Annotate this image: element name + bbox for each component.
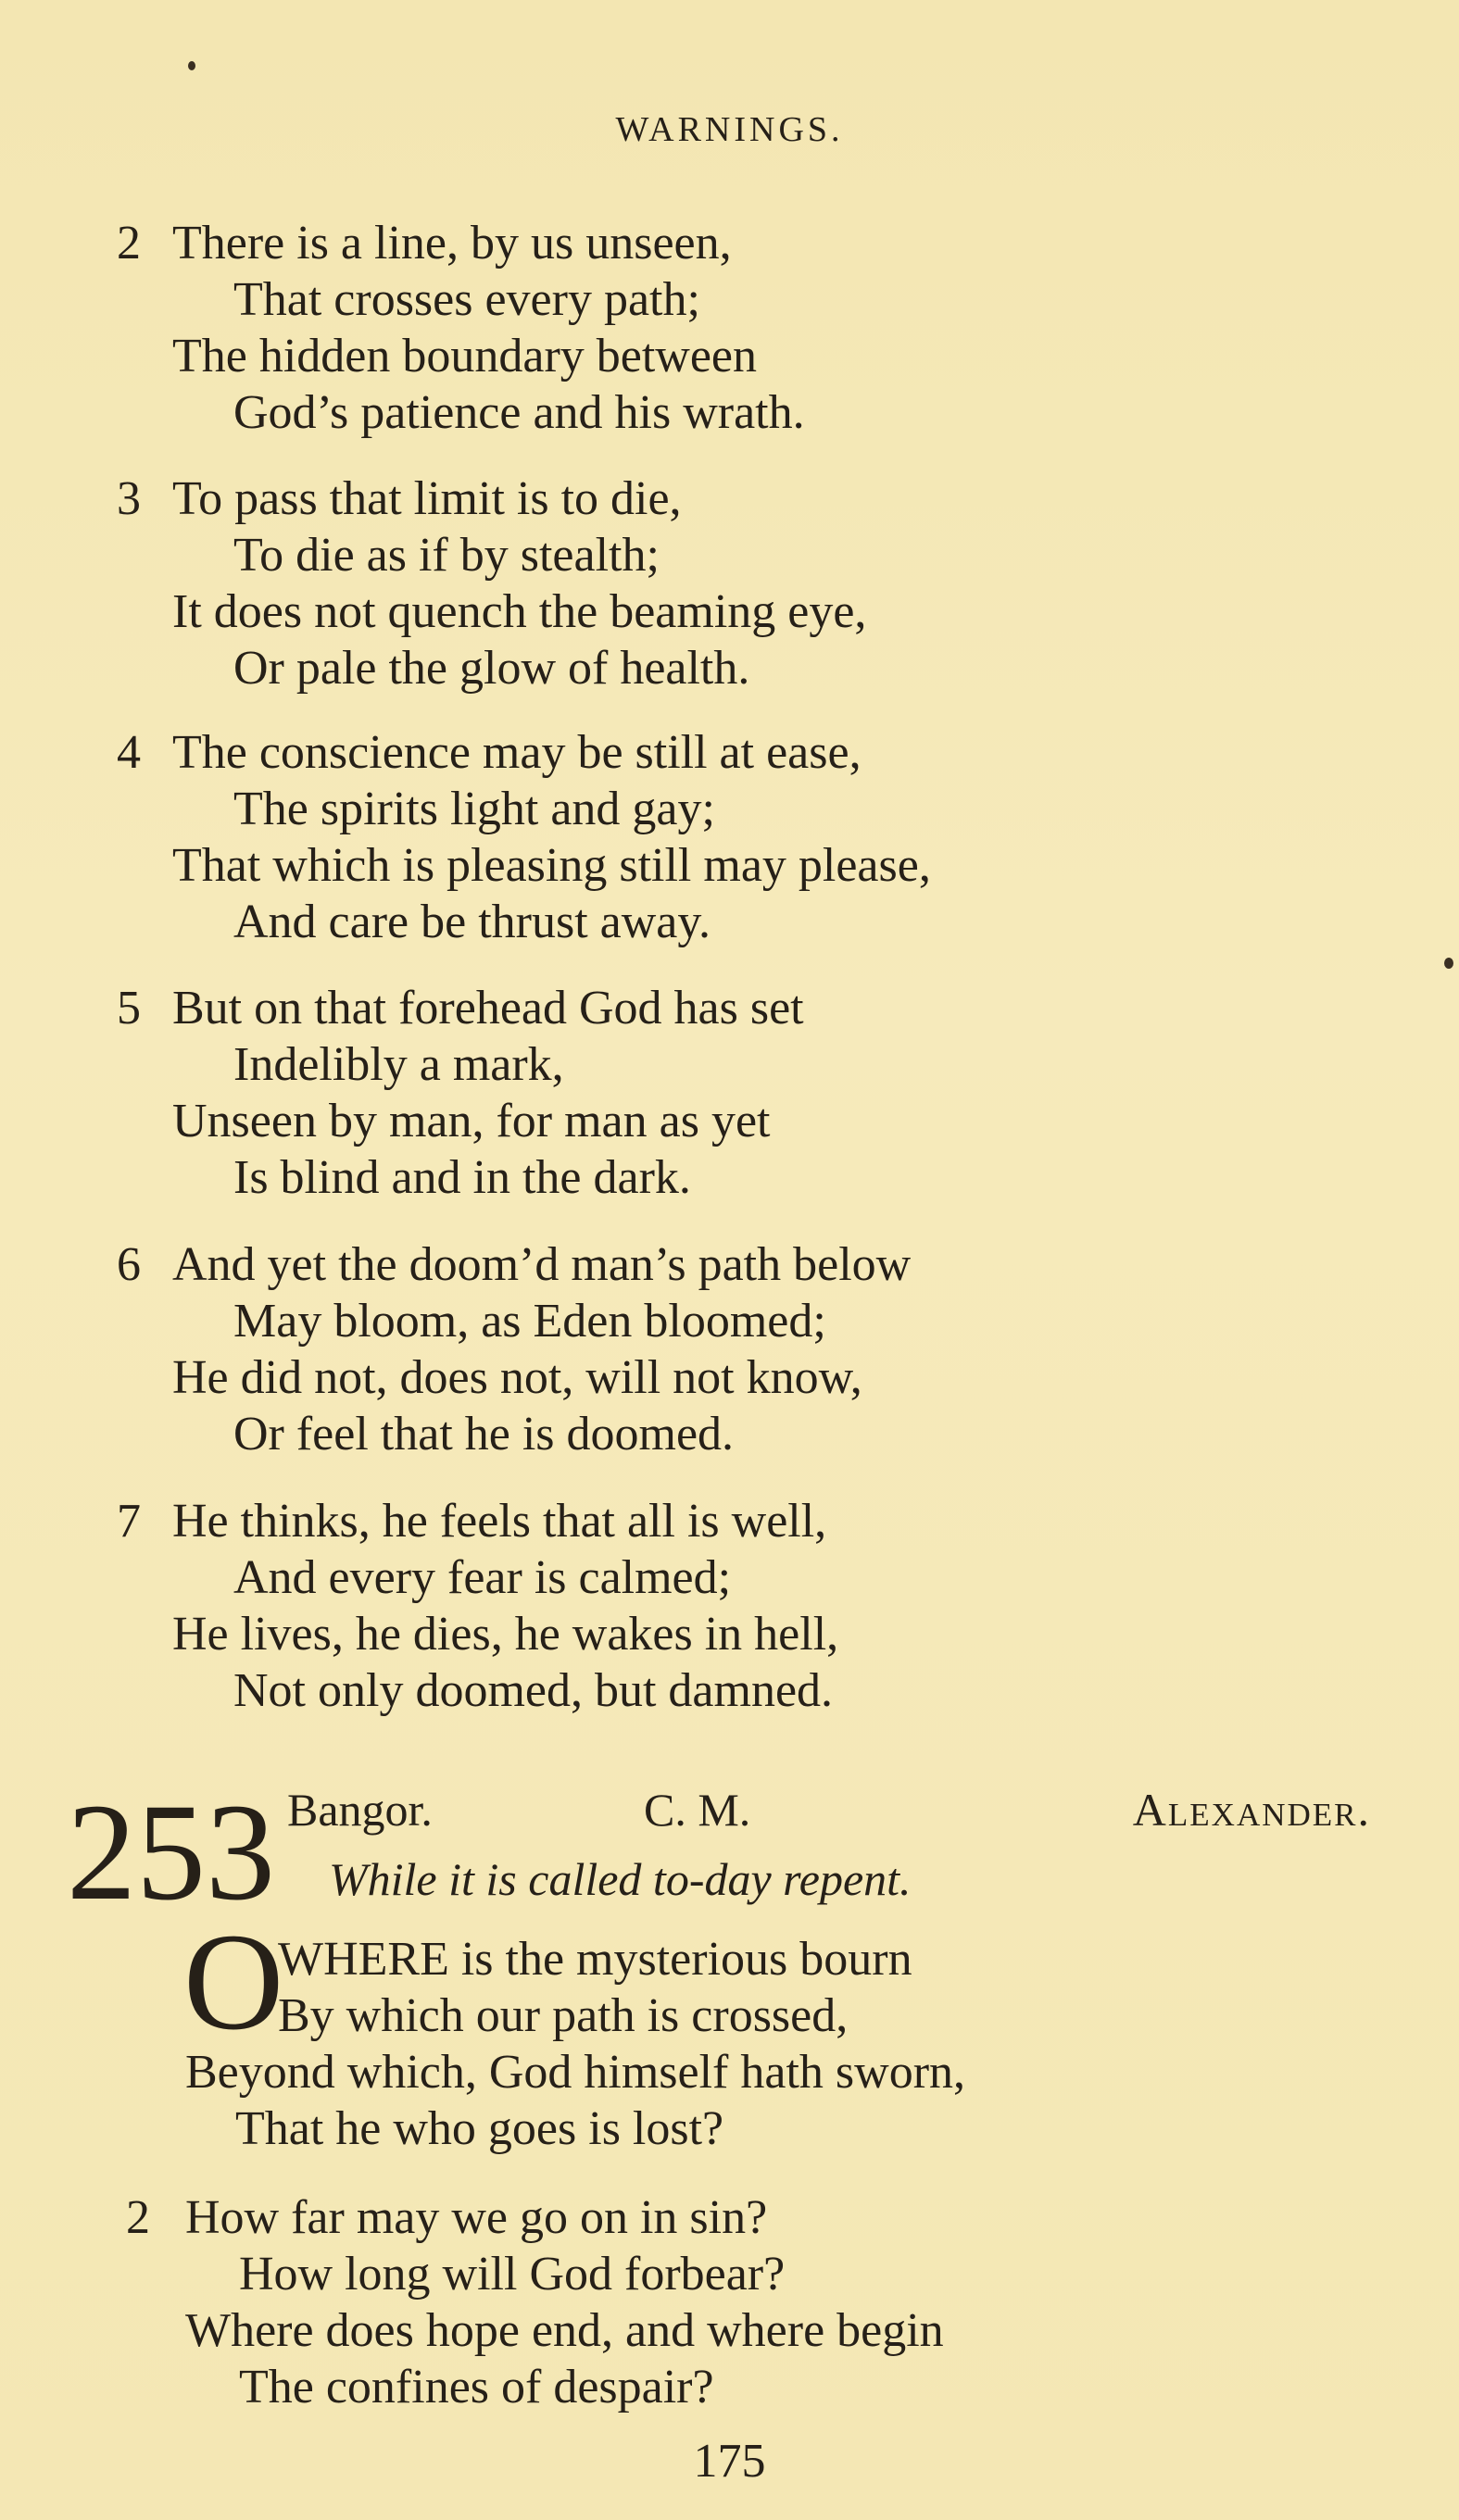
tune-name: Bangor.: [287, 1784, 433, 1836]
hymn-stanza-1: [111, 1931, 1315, 2157]
stanza-number: 2: [126, 2191, 150, 2244]
stanza-line: Or pale the glow of health.: [233, 642, 750, 695]
stanza-line: Where does hope end, and where begin: [185, 2304, 944, 2357]
stanza-line: There is a line, by us unseen,: [172, 217, 732, 270]
stanza-line: Indelibly a mark,: [233, 1038, 564, 1091]
drop-cap: O: [183, 1905, 284, 2059]
ink-speck: [188, 61, 195, 70]
stanza-2: [111, 215, 1315, 441]
stanza-3: [111, 470, 1315, 696]
page-number: 175: [693, 2435, 766, 2488]
stanza-line: The spirits light and gay;: [233, 783, 715, 835]
stanza-line: It does not quench the beaming eye,: [172, 585, 867, 638]
stanza-6: [111, 1236, 1315, 1462]
stanza-line: That crosses every path;: [233, 273, 700, 326]
stanza-line: WHERE is the mysterious bourn: [278, 1933, 912, 1986]
stanza-line: And every fear is calmed;: [233, 1551, 732, 1604]
stanza-number: 4: [117, 726, 141, 779]
stanza-line: May bloom, as Eden bloomed;: [233, 1295, 826, 1348]
stanza-line: He lives, he dies, he wakes in hell,: [172, 1608, 839, 1661]
running-head: WARNINGS.: [615, 110, 844, 149]
stanza-line: And yet the doom’d man’s path below: [172, 1238, 912, 1291]
stanza-line: The conscience may be still at ease,: [172, 726, 862, 779]
ink-speck: [1444, 958, 1453, 969]
stanza-line: He thinks, he feels that all is well,: [172, 1495, 827, 1548]
stanza-line: God’s patience and his wrath.: [233, 386, 805, 439]
stanza-line: That which is pleasing still may please,: [172, 839, 931, 892]
stanza-4: [111, 724, 1315, 950]
stanza-line: Is blind and in the dark.: [233, 1151, 691, 1204]
stanza-line: To die as if by stealth;: [233, 529, 660, 582]
stanza-line: The confines of despair?: [239, 2361, 714, 2413]
stanza-line: The hidden boundary between: [172, 330, 758, 382]
stanza-line: That he who goes is lost?: [235, 2102, 724, 2155]
stanza-number: 2: [117, 217, 141, 270]
stanza-line: Beyond which, God himself hath sworn,: [185, 2046, 966, 2099]
hymn-meter: C. M.: [644, 1784, 751, 1836]
stanza-7: [111, 1493, 1315, 1719]
hymn-subtitle: While it is called to-day repent.: [329, 1853, 912, 1905]
stanza-line: How long will God forbear?: [239, 2248, 786, 2301]
stanza-line: To pass that limit is to die,: [172, 472, 682, 525]
stanza-line: He did not, does not, will not know,: [172, 1351, 862, 1404]
stanza-line: By which our path is crossed,: [278, 1989, 849, 2042]
stanza-line: Not only doomed, but damned.: [233, 1664, 834, 1717]
hymn-number: 253: [67, 1775, 275, 1929]
stanza-line: Or feel that he is doomed.: [233, 1408, 735, 1461]
stanza-5: [111, 980, 1315, 1206]
stanza-line: Unseen by man, for man as yet: [172, 1095, 771, 1147]
hymn-stanza-2: [111, 2189, 1315, 2415]
stanza-number: 7: [117, 1495, 141, 1548]
stanza-number: 6: [117, 1238, 141, 1291]
stanza-number: 5: [117, 982, 141, 1034]
stanza-line: How far may we go on in sin?: [185, 2191, 768, 2244]
stanza-line: And care be thrust away.: [233, 896, 711, 948]
stanza-number: 3: [117, 472, 141, 525]
composer-name: Alexander.: [1132, 1784, 1371, 1836]
stanza-line: But on that forehead God has set: [172, 982, 804, 1034]
